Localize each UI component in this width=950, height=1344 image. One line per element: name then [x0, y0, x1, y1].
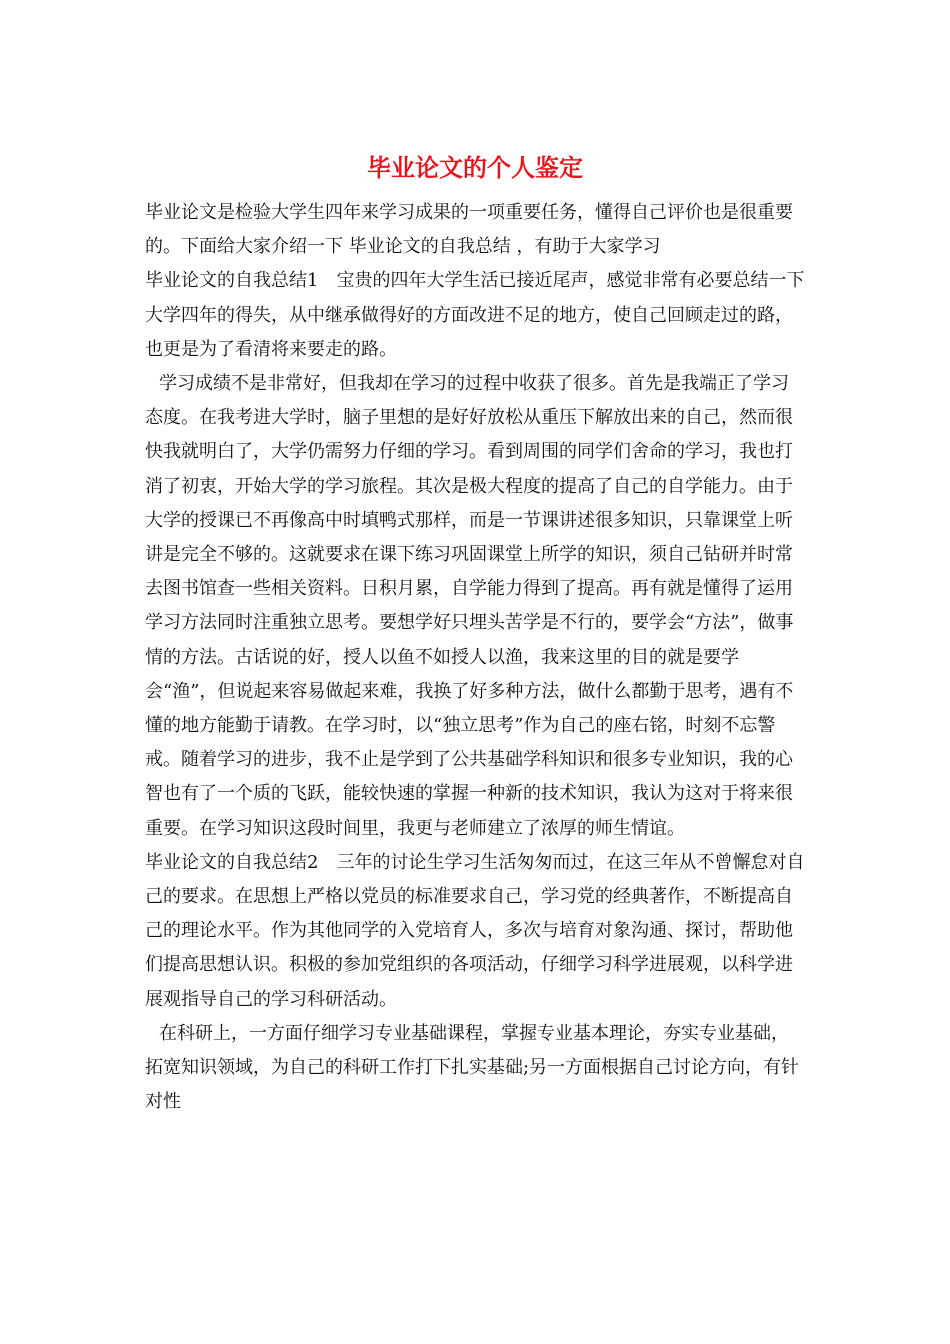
study-paragraph: 学习成绩不是非常好，但我却在学习的过程中收获了很多。首先是我端正了学习态度。在我考进大学时，脑子里想的是好好放松从重压下解放出来的自己，然而很快我就明白了，大学仍需努力仔细的学习。看到周围的同学们舍命的学习，我也打消了初衷，开始大学的学习旅程。其次是极大程度的提高了自己的自学能力。由于大学的授课已不再像高中时填鸭式那样，而是一节课讲述很多知识，只靠课堂上听讲是完全不够的。这就要求在课下练习巩固课堂上所学的知识，须自己钻研并时常去图书馆查一些相关资料。日积月累，自学能力得到了提高。再有就是懂得了运用学习方法同时注重独立思考。要想学好只埋头苦学是不行的，要学会“方法”，做事情的方法。古话说的好，授人以鱼不如授人以渔，我来这里的目的就是要学会“渔”，但说起来容易做起来难，我换了好多种方法，做什么都勤于思考，遇有不懂的地方能勤于请教。在学习时，以“独立思考”作为自己的座右铭，时刻不忘警戒。随着学习的进步，我不止是学到了公共基础学科知识和很多专业知识，我的心智也有了一个质的飞跃，能较快速的掌握一种新的技术知识，我认为这对于将来很重要。在学习知识这段时间里，我更与老师建立了浓厚的师生情谊。: [145, 373, 794, 839]
summary-2-paragraph: 毕业论文的自我总结2 三年的讨论生学习生活匆匆而过，在这三年从不曾懈怠对自己的要求。在思想上严格以党员的标准要求自己，学习党的经典著作，不断提高自己的理论水平。作为其他同学的入党培育人，多次与培育对象沟通、探讨，帮助他们提高思想认识。积极的参加党组织的各项活动，仔细学习科学进展观，以科学进展观指导自己的学习科研活动。: [145, 851, 805, 1010]
document-title: 毕业论文的个人鉴定: [367, 153, 583, 182]
research-paragraph: 在科研上，一方面仔细学习专业基础课程，掌握专业基本理论，夯实专业基础，拓宽知识领域，为自己的科研工作打下扎实基础;另一方面根据自己讨论方向，有针对性: [145, 1022, 800, 1113]
intro-paragraph: 毕业论文是检验大学生四年来学习成果的一项重要任务，懂得自己评价也是很重要的。下面给大家介绍一下 毕业论文的自我总结 ，有助于大家学习: [145, 202, 793, 258]
summary-1-paragraph: 毕业论文的自我总结1 宝贵的四年大学生活已接近尾声，感觉非常有必要总结一下大学四年的得失，从中继承做得好的方面改进不足的地方，使自己回顾走过的路，也更是为了看清将来要走的路。: [145, 270, 805, 360]
document-body: [145, 196, 805, 1119]
